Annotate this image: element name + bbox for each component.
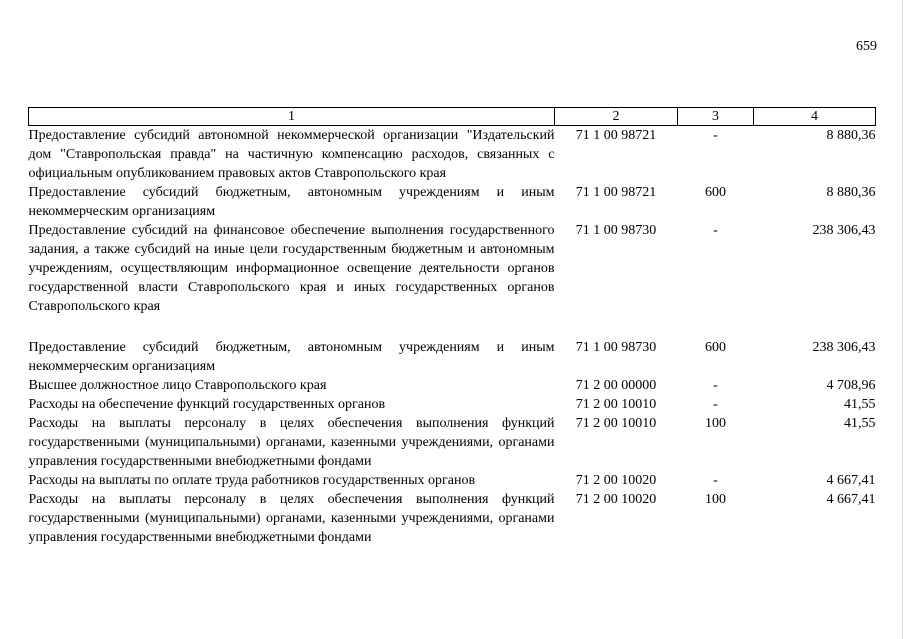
row-type: 600 [705,185,726,200]
row-type: - [713,397,718,412]
column-header-1: 1 [29,108,555,126]
row-code: 71 1 00 98730 [575,340,657,355]
row-type: - [713,378,718,393]
row-name: Предоставление субсидий бюджетным, автономным учреждениям и иным некоммерческим организациям [28,340,555,374]
row-name: Предоставление субсидий на финансовое обеспечение выполнения государственного задания, а также субсидий на иные цели государственным бюджетным и автономным учреждениям, осуществляющим информационное освещение деятельности органов государственной власти Ставропольского края и иных государственных органов Ставропольского края [28,223,555,314]
table-row [29,395,876,414]
column-header-3: 3 [678,108,754,126]
row-name: Высшее должностное лицо Ставропольского края [28,378,327,393]
row-name: Расходы на выплаты по оплате труда работников государственных органов [28,473,476,488]
row-code: 71 2 00 10020 [575,473,657,488]
row-sum: 238 306,43 [812,340,876,355]
row-type: 600 [705,340,726,355]
row-name: Предоставление субсидий бюджетным, автономным учреждениям и иным некоммерческим организациям [28,185,555,219]
row-name: Расходы на выплаты персоналу в целях обеспечения выполнения функций государственными (муниципальными) органами, казенными учреждениями, органами управления государственными внебюджетными фондами [28,416,555,469]
row-type: 100 [705,416,726,431]
row-sum: 4 667,41 [826,492,876,507]
row-code: 71 2 00 10020 [575,492,657,507]
row-code: 71 2 00 00000 [575,378,657,393]
row-code: 71 2 00 10010 [575,397,657,412]
table-row [29,126,876,184]
table-row [29,221,876,338]
table-header-row [29,108,876,126]
row-code: 71 1 00 98721 [575,185,657,200]
table-row [29,414,876,471]
row-sum: 4 667,41 [826,473,876,488]
row-type: - [713,223,718,238]
page-edge-line [902,0,903,639]
row-type: 100 [705,492,726,507]
row-sum: 8 880,36 [826,185,876,200]
row-type: - [713,473,718,488]
row-sum: 41,55 [844,397,876,412]
row-sum: 8 880,36 [826,128,876,143]
table-row [29,338,876,376]
row-code: 71 1 00 98730 [575,223,657,238]
row-type: - [713,128,718,143]
column-header-2: 2 [555,108,678,126]
row-code: 71 2 00 10010 [575,416,657,431]
table-row [29,471,876,490]
row-name: Предоставление субсидий автономной некоммерческой организации "Издательский дом "Ставропольская правда" на частичную компенсацию расходов, связанных с официальным опубликованием правовых актов Ставропольского края [28,128,555,181]
table-row [29,490,876,547]
row-name: Расходы на обеспечение функций государственных органов [28,397,386,412]
table-row [29,183,876,221]
row-sum: 238 306,43 [812,223,876,238]
budget-table [28,107,876,547]
column-header-4: 4 [754,108,876,126]
row-code: 71 1 00 98721 [575,128,657,143]
row-sum: 4 708,96 [826,378,876,393]
page-number: 659 [856,39,877,54]
row-name: Расходы на выплаты персоналу в целях обеспечения выполнения функций государственными (муниципальными) органами, казенными учреждениями, органами управления государственными внебюджетными фондами [28,492,555,545]
row-sum: 41,55 [844,416,876,431]
table-row [29,376,876,395]
